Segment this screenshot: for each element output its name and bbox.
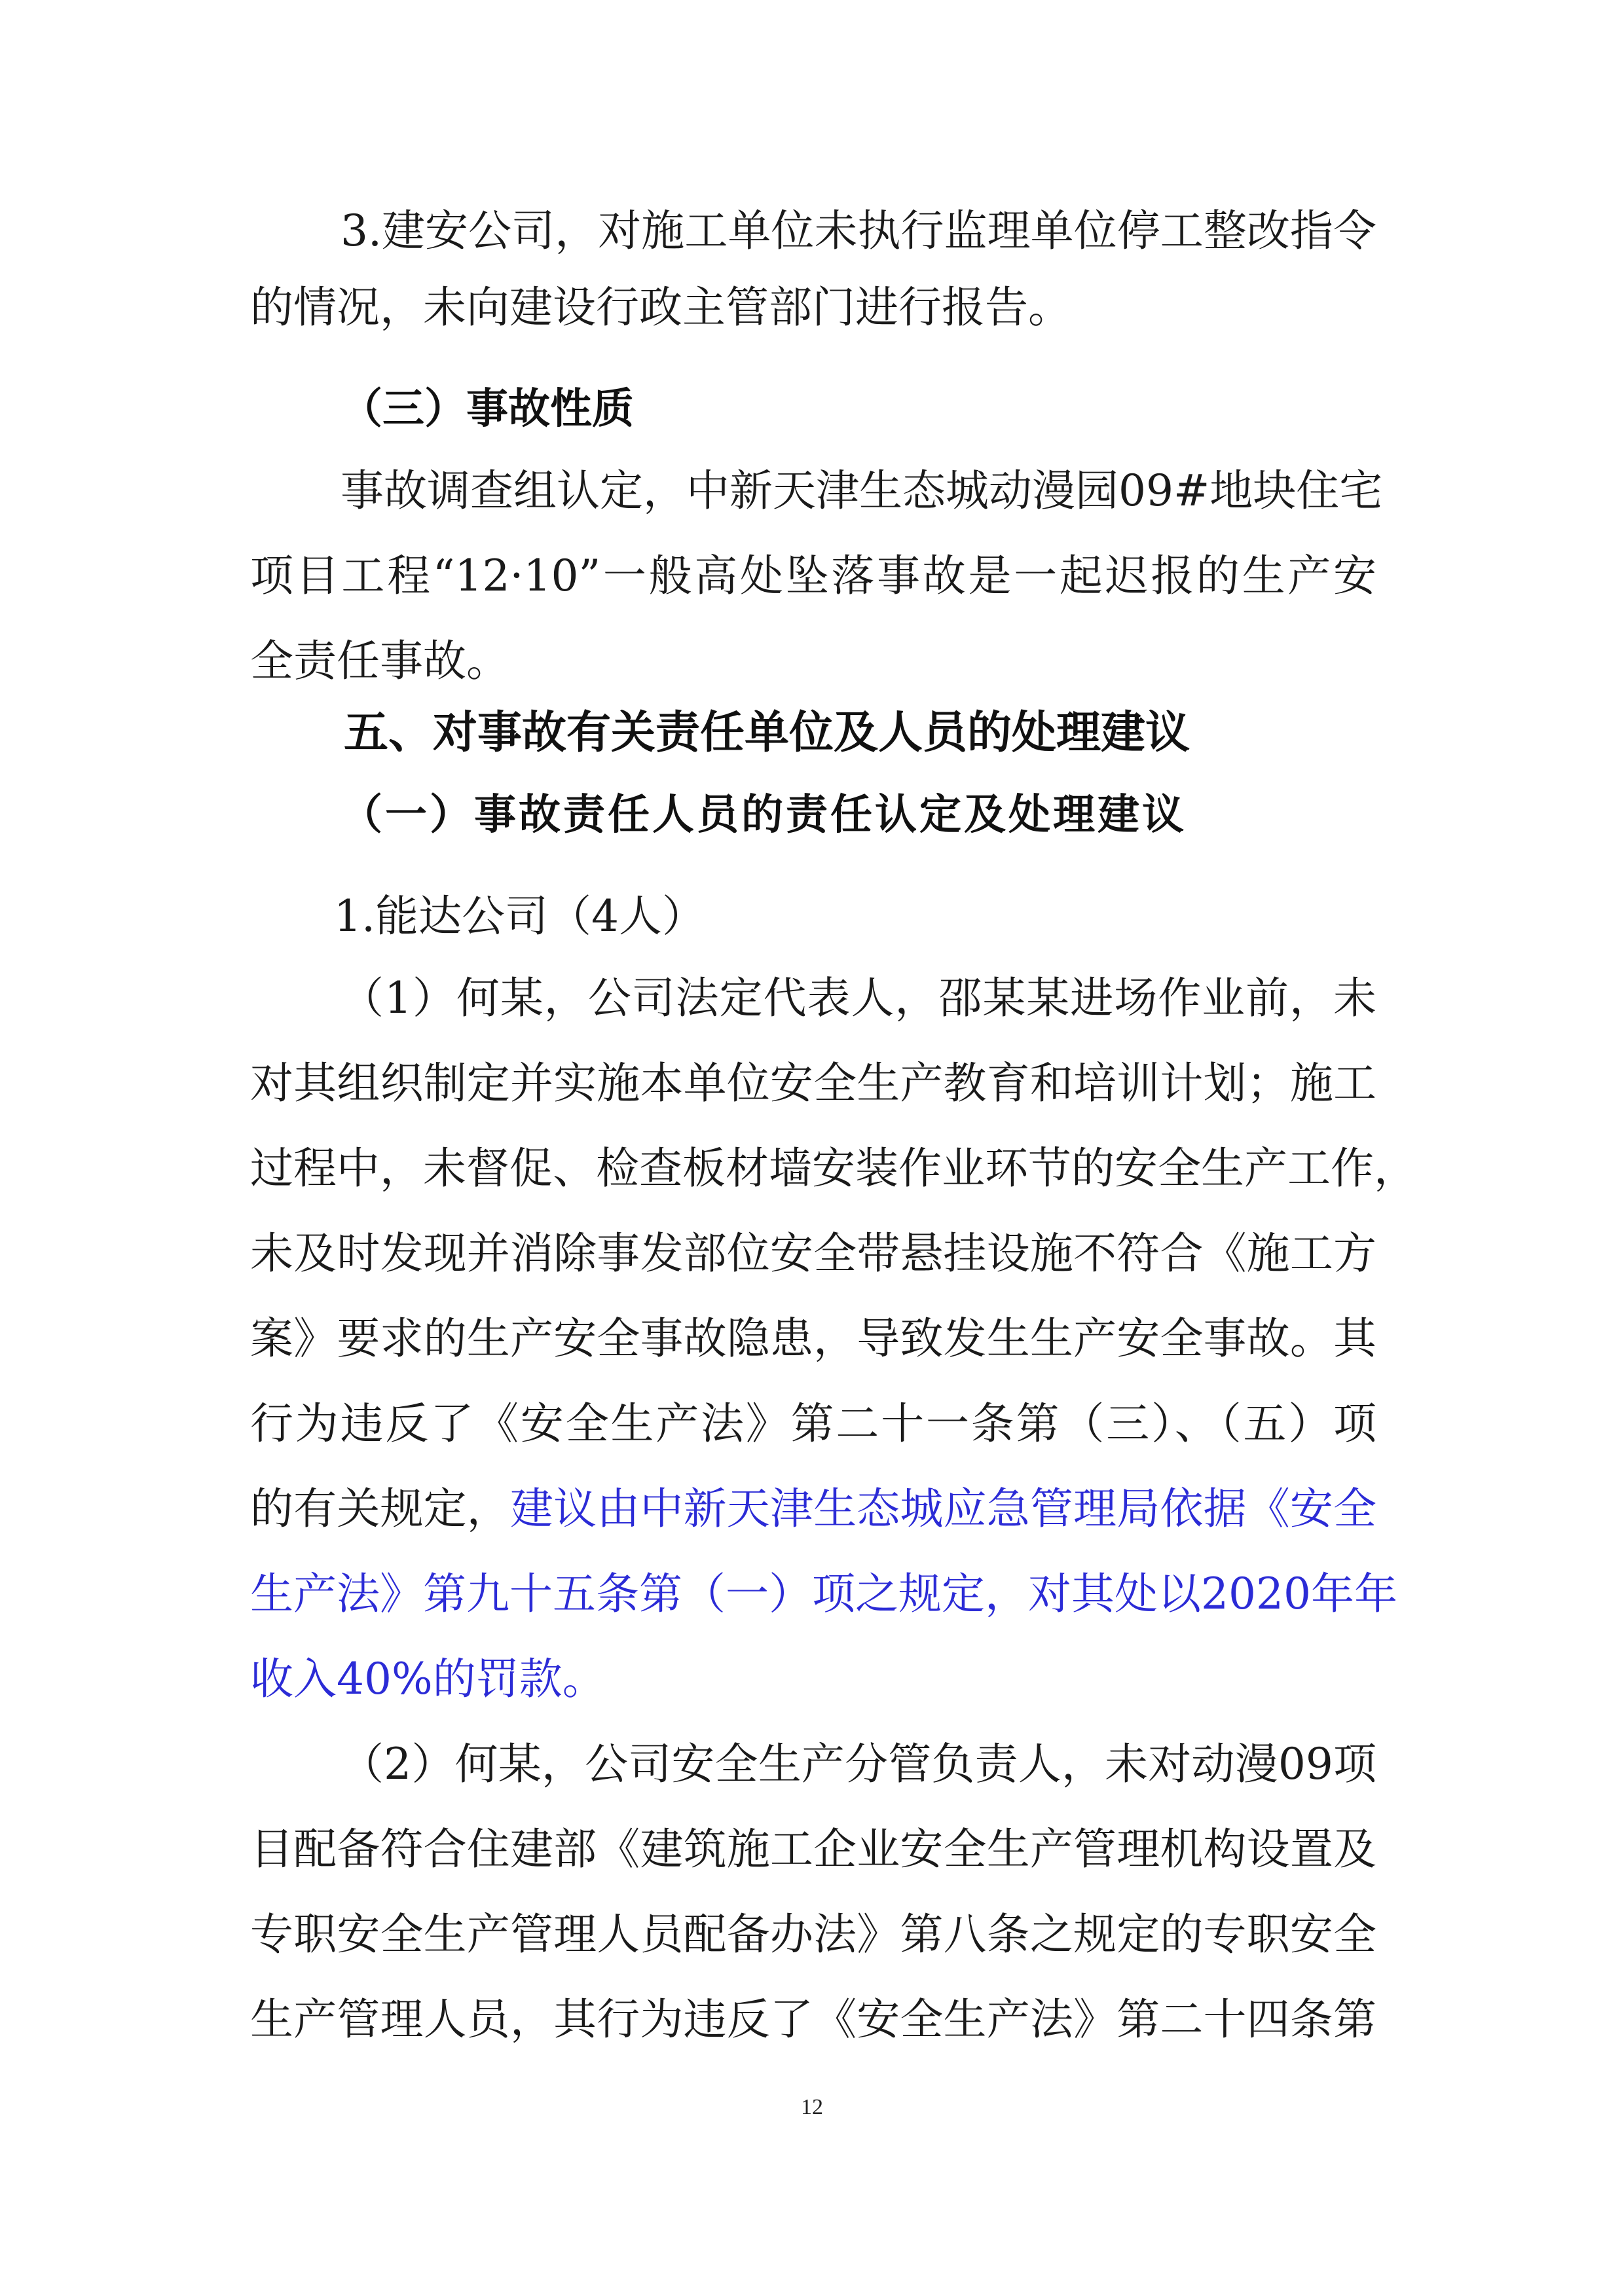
paragraph-line: 专职安全生产管理人员配备办法》第八条之规定的专职安全 [250,1909,1376,1959]
paragraph-line: 案》要求的生产安全事故隐患，导致发生生产安全事故。其 [250,1313,1376,1364]
subsection-heading-responsible-persons: （一）事故责任人员的责任认定及处理建议 [341,791,1187,839]
paragraph-line: 项目工程“12·10”一般高处坠落事故是一起迟报的生产安 [250,551,1376,601]
highlighted-paragraph-line: 生产法》第九十五条第（一）项之规定，对其处以2020年年 [250,1569,1397,1619]
company-heading: 1.能达公司（4人） [334,891,705,941]
page-number: 12 [801,2095,823,2119]
paragraph-line: （2）何某，公司安全生产分管负责人，未对动漫09项 [341,1739,1376,1789]
paragraph-line: 生产管理人员，其行为违反了《安全生产法》第二十四条第 [250,1994,1376,2045]
paragraph-line: 过程中，未督促、检查板材墙安装作业环节的安全生产工作， [250,1143,1417,1194]
paragraph-line: 未及时发现并消除事发部位安全带悬挂设施不符合《施工方 [250,1228,1376,1279]
section-heading-5: 五、对事故有关责任单位及人员的处理建议 [344,707,1190,759]
highlighted-text: 建议由中新天津生态城应急管理局依据《安全 [509,1484,1377,1534]
paragraph-line: 事故调查组认定，中新天津生态城动漫园09#地块住宅 [341,465,1383,516]
paragraph-line: 3.建安公司，对施工单位未执行监理单位停工整改指令 [341,206,1376,256]
paragraph-line: 对其组织制定并实施本单位安全生产教育和培训计划；施工 [250,1058,1376,1108]
text-black: 的有关规定， [250,1484,510,1534]
paragraph-line: 全责任事故。 [250,636,509,686]
highlighted-paragraph-line: 收入40%的罚款。 [250,1654,606,1704]
paragraph-line: 行为违反了《安全生产法》第二十一条第（三）、（五）项 [250,1398,1376,1449]
subsection-heading-accident-nature: （三）事故性质 [341,385,634,433]
paragraph-line: 目配备符合住建部《建筑施工企业安全生产管理机构设置及 [250,1824,1376,1874]
paragraph-line-mixed [250,1480,1376,1539]
paragraph-line: 的情况，未向建设行政主管部门进行报告。 [250,282,1071,333]
paragraph-line: （1）何某，公司法定代表人，邵某某进场作业前，未 [341,973,1376,1023]
